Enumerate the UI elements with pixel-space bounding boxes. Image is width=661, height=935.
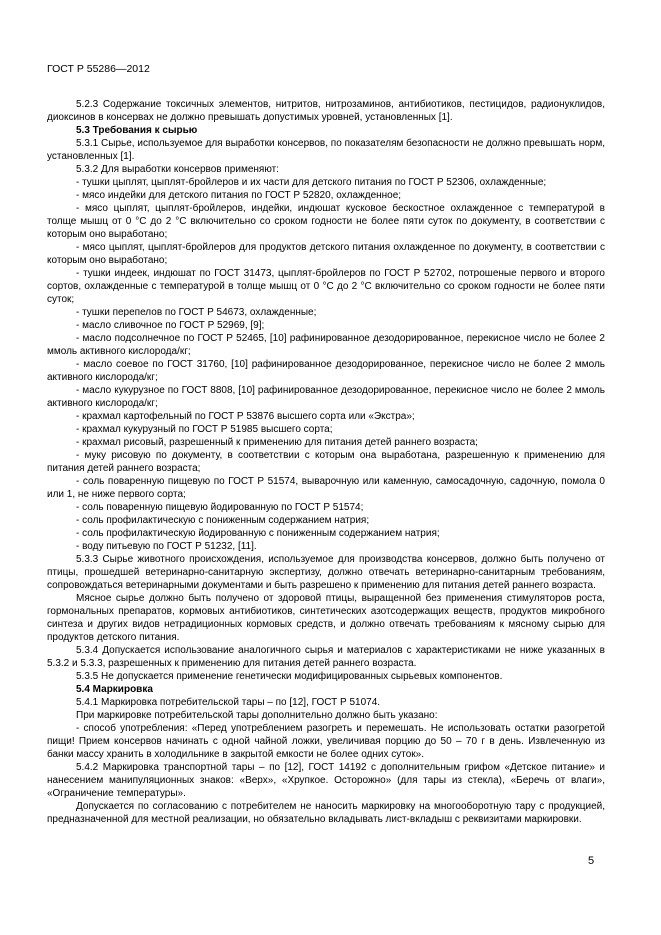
page-number: 5: [588, 855, 595, 867]
paragraph: - мясо цыплят, цыплят-бройлеров, индейки, индюшат кусковое бескостное охлажденное с температурой в толще мышц от 0 °С до 2 °С включительно со сроком годности не более пяти суток по документу, в соответствии с которым оно выработано;: [47, 203, 605, 240]
document-header: ГОСТ Р 55286—2012: [47, 63, 150, 75]
paragraph: - масло кукурузное по ГОСТ 8808, [10] рафинированное дезодорированное, перекисное число не более 2 ммоль активного кислорода/кг;: [47, 385, 605, 409]
paragraph: 5.3.2 Для выработки консервов применяют:: [76, 164, 279, 175]
paragraph: При маркировке потребительской тары дополнительно должно быть указано:: [76, 710, 438, 721]
paragraph: - способ употребления: «Перед употреблением разогреть и перемешать. Не использовать остатки разогретой пищи! Прием консервов начинать с одной чайной ложки, увеличивая порцию до 50 – 70 г в день. Извлеченную из банки массу хранить в холодильнике в закрытой емкости не более одних суток».: [47, 723, 605, 760]
paragraph: 5.2.3 Содержание токсичных элементов, нитритов, нитрозаминов, антибиотиков, пестицидов, радионуклидов, диоксинов в консервах не должно превышать допустимых уровней, установленных [1].: [47, 99, 605, 123]
paragraph: 5.3.1 Сырье, используемое для выработки консервов, по показателям безопасности не должно превышать норм, установленных [1].: [47, 138, 605, 162]
paragraph: - соль поваренную пищевую йодированную по ГОСТ Р 51574;: [76, 502, 364, 513]
paragraph: Допускается по согласованию с потребителем не наносить маркировку на многооборотную тару с продукцией, предназначенной для местной реализации, но обязательно вкладывать лист-вкладыш с реквизитами маркировки.: [47, 801, 605, 825]
paragraph: - мясо цыплят, цыплят-бройлеров для продуктов детского питания охлажденное по документу, в соответствии с которым оно выработано;: [47, 242, 605, 266]
paragraph: 5.3.3 Сырье животного происхождения, используемое для производства консервов, должно быть получено от птицы, прошедшей ветеринарно-санитарную экспертизу, должно отвечать ветеринарно-санитарным требованиям, сопровождаться ветеринарными документами и быть разрешено к применению для питания детей раннего возраста.: [47, 554, 605, 591]
paragraph: - крахмал кукурузный по ГОСТ Р 51985 высшего сорта;: [76, 424, 333, 435]
paragraph: 5.3.5 Не допускается применение генетически модифицированных сырьевых компонентов.: [76, 671, 503, 682]
paragraph: - крахмал картофельный по ГОСТ Р 53876 высшего сорта или «Экстра»;: [76, 411, 415, 422]
section-heading: 5.4 Маркировка: [76, 684, 153, 695]
paragraph: 5.3.4 Допускается использование аналогичного сырья и материалов с характеристиками не ниже указанных в 5.3.2 и 5.3.3, разрешенных к применению для питания детей раннего возраста.: [47, 645, 605, 669]
paragraph: - крахмал рисовый, разрешенный к применению для питания детей раннего возраста;: [76, 437, 478, 448]
paragraph: - тушки перепелов по ГОСТ Р 54673, охлажденные;: [76, 307, 317, 318]
paragraph: - масло соевое по ГОСТ 31760, [10] рафинированное дезодорированное, перекисное число не более 2 ммоль активного кислорода/кг;: [47, 359, 605, 383]
paragraph: 5.4.1 Маркировка потребительской тары – по [12], ГОСТ Р 51074.: [76, 697, 381, 708]
paragraph: - соль профилактическую йодированную с пониженным содержанием натрия;: [76, 528, 440, 539]
section-heading: 5.3 Требования к сырью: [76, 125, 198, 136]
paragraph: - тушки цыплят, цыплят-бройлеров и их части для детского питания по ГОСТ Р 52306, охлажденные;: [76, 177, 547, 188]
document-body: [47, 98, 605, 826]
paragraph: 5.4.2 Маркировка транспортной тары – по [12], ГОСТ 14192 с дополнительным грифом «Детское питание» и нанесением манипуляционных знаков: «Верх», «Хрупкое. Осторожно» (для тары из стекла), «Беречь от влаги», «Ограничение температуры».: [47, 762, 605, 799]
paragraph: - тушки индеек, индюшат по ГОСТ 31473, цыплят-бройлеров по ГОСТ Р 52702, потрошеные первого и второго сортов, охлажденные с температурой в толще мышц от 0 °С до 2 °С включительно со сроком годности не более пяти суток;: [47, 268, 605, 305]
paragraph: - соль профилактическую с пониженным содержанием натрия;: [76, 515, 370, 526]
paragraph: - масло сливочное по ГОСТ Р 52969, [9];: [76, 320, 265, 331]
paragraph: Мясное сырье должно быть получено от здоровой птицы, выращенной без применения стимуляторов роста, гормональных препаратов, кормовых антибиотиков, синтетических азотсодержащих веществ, продуктов микробного синтеза и других видов нетрадиционных кормовых средств, и должно отвечать требованиям к мясному сырью для продуктов детского питания.: [47, 593, 605, 643]
paragraph: - соль поваренную пищевую по ГОСТ Р 51574, выварочную или каменную, самосадочную, садочную, помола 0 или 1, не ниже первого сорта;: [47, 476, 605, 500]
paragraph: - мясо индейки для детского питания по ГОСТ Р 52820, охлажденное;: [76, 190, 402, 201]
paragraph: - воду питьевую по ГОСТ Р 51232, [11].: [76, 541, 257, 552]
paragraph: - масло подсолнечное по ГОСТ Р 52465, [10] рафинированное дезодорированное, перекисное число не более 2 ммоль активного кислорода/кг;: [47, 333, 605, 357]
paragraph: - муку рисовую по документу, в соответствии с которым она выработана, разрешенную к применению для питания детей раннего возраста;: [47, 450, 605, 474]
